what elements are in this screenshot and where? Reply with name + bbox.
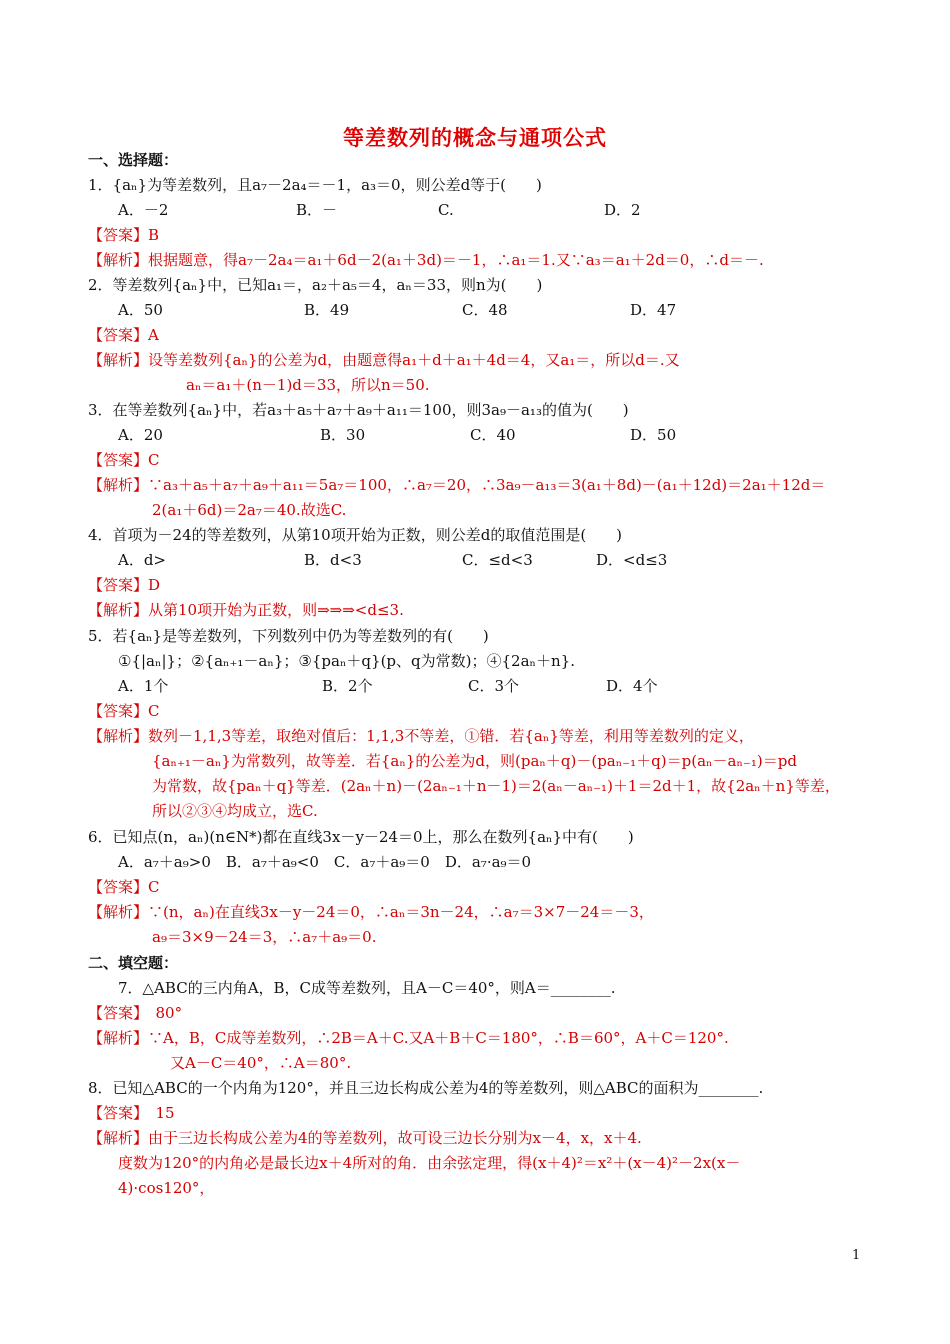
q4-analysis: [88, 600, 404, 620]
q3-answer-value: C: [148, 451, 160, 469]
q3-analysis-line-2: 2(a₁＋6d)＝2a₇＝40.故选C.: [152, 501, 347, 519]
q3-option-c: C．40: [470, 426, 516, 444]
q7-answer-value: 80°: [140, 1004, 183, 1022]
analysis-tag: 【解析】: [88, 903, 149, 921]
q2-answer: [88, 325, 159, 345]
q1-answer-value: B: [148, 226, 160, 244]
q4-answer-value: D: [148, 576, 161, 594]
q5-analysis-line-4: 所以②③④均成立，选C.: [152, 802, 318, 820]
q7-analysis: [88, 1028, 729, 1048]
q8-answer: [88, 1103, 175, 1123]
q4-option-c: C．≤d<3: [462, 551, 533, 569]
q8-analysis-line-2: 度数为120°的内角必是最长边x＋4所对的角．由余弦定理，得(x＋4)²＝x²＋(x－4)²－2x(x－: [118, 1154, 741, 1172]
question-2-stem: 2．等差数列{aₙ}中，已知a₁＝，a₂＋a₅＝4，aₙ＝33，则n为( ): [88, 276, 543, 294]
q6-analysis: [88, 902, 654, 922]
q6-answer: [88, 877, 160, 897]
q1-option-c: C.: [438, 201, 454, 219]
q1-option-d: D．2: [604, 201, 641, 219]
q5-analysis-line-1: 数列－1,1,3等差，取绝对值后：1,1,3不等差，①错．若{aₙ}等差，利用等差数列的定义，: [148, 727, 754, 745]
q2-answer-value: A: [148, 326, 159, 344]
q5-option-c: C．3个: [468, 677, 520, 695]
q1-option-a: A．－2: [118, 201, 169, 219]
q3-answer: [88, 450, 160, 470]
q3-option-b: B．30: [320, 426, 366, 444]
page-title: 等差数列的概念与通项公式: [343, 126, 607, 150]
q8-analysis-line-1: 由于三边长构成公差为4的等差数列，故可设三边长分别为x－4，x，x＋4.: [148, 1129, 642, 1147]
q6-options: A．a₇＋a₉>0 B．a₇＋a₉<0 C．a₇＋a₉＝0 D．a₇·a₉＝0: [118, 853, 532, 871]
answer-tag: 【答案】: [88, 1004, 141, 1022]
answer-tag: 【答案】: [88, 702, 149, 720]
q7-analysis-line-2: 又A－C＝40°，∴A＝80°.: [170, 1054, 352, 1072]
q5-answer-value: C: [148, 702, 160, 720]
q3-analysis: [88, 475, 825, 495]
analysis-tag: 【解析】: [88, 476, 149, 494]
answer-tag: 【答案】: [88, 326, 149, 344]
question-7-stem: 7．△ABC的三内角A，B，C成等差数列，且A－C＝40°，则A＝________.: [118, 979, 616, 997]
q3-option-a: A．20: [118, 426, 163, 444]
q8-analysis-line-3: 4)·cos120°，: [118, 1179, 215, 1197]
analysis-tag: 【解析】: [88, 601, 149, 619]
answer-tag: 【答案】: [88, 878, 149, 896]
q2-analysis: [88, 350, 680, 370]
q5-analysis: [88, 726, 754, 746]
q2-option-d: D．47: [630, 301, 677, 319]
question-4-stem: 4．首项为－24的等差数列，从第10项开始为正数，则公差d的取值范围是( ): [88, 526, 623, 544]
answer-tag: 【答案】: [88, 576, 149, 594]
q4-analysis-text: 从第10项开始为正数，则⇒⇒⇒<d≤3.: [148, 601, 404, 619]
q8-analysis: [88, 1128, 642, 1148]
section-heading-fill: 二、填空题：: [88, 954, 179, 972]
analysis-tag: 【解析】: [88, 727, 149, 745]
q5-option-d: D．4个: [606, 677, 658, 695]
q1-option-b: B．－: [296, 201, 338, 219]
q3-option-d: D．50: [630, 426, 677, 444]
analysis-tag: 【解析】: [88, 251, 149, 269]
q5-option-a: A．1个: [118, 677, 169, 695]
q1-analysis: [88, 250, 764, 270]
q2-option-b: B．49: [304, 301, 350, 319]
q5-analysis-line-2: {aₙ₊₁－aₙ}为常数列，故等差．若{aₙ}的公差为d，则(paₙ＋q)－(paₙ₋₁＋q)＝p(aₙ－aₙ₋₁)＝pd: [152, 752, 797, 770]
question-5-items: ①{|aₙ|}；②{aₙ₊₁－aₙ}；③{paₙ＋q}(p、q为常数)；④{2aₙ＋n}.: [118, 652, 575, 670]
analysis-tag: 【解析】: [88, 1029, 149, 1047]
question-6-stem: 6．已知点(n，aₙ)(n∈N*)都在直线3x－y－24＝0上，那么在数列{aₙ}中有( ): [88, 828, 634, 846]
q2-analysis-line-2: aₙ＝a₁＋(n－1)d＝33，所以n＝50.: [186, 376, 430, 394]
question-3-stem: 3．在等差数列{aₙ}中，若a₃＋a₅＋a₇＋a₉＋a₁₁＝100，则3a₉－a₁₃的值为( ): [88, 401, 629, 419]
answer-tag: 【答案】: [88, 226, 149, 244]
question-8-stem: 8．已知△ABC的一个内角为120°，并且三边长构成公差为4的等差数列，则△ABC的面积为________.: [88, 1079, 764, 1097]
q6-answer-value: C: [148, 878, 160, 896]
q7-analysis-line-1: ∵A，B，C成等差数列，∴2B＝A＋C.又A＋B＋C＝180°，∴B＝60°，A＋C＝120°.: [148, 1029, 729, 1047]
q2-analysis-line-1: 设等差数列{aₙ}的公差为d，由题意得a₁＋d＋a₁＋4d＝4，又a₁＝，所以d＝.又: [148, 351, 680, 369]
q3-analysis-line-1: ∵a₃＋a₅＋a₇＋a₉＋a₁₁＝5a₇＝100，∴a₇＝20，∴3a₉－a₁₃＝3(a₁＋8d)－(a₁＋12d)＝2a₁＋12d＝: [148, 476, 826, 494]
q6-analysis-line-1: ∵(n，aₙ)在直线3x－y－24＝0，∴aₙ＝3n－24，∴a₇＝3×7－24＝－3，: [148, 903, 654, 921]
q4-option-b: B．d<3: [304, 551, 362, 569]
q4-answer: [88, 575, 160, 595]
answer-tag: 【答案】: [88, 451, 149, 469]
q1-answer: [88, 225, 159, 245]
answer-tag: 【答案】: [88, 1104, 141, 1122]
section-heading-choice: 一、选择题：: [88, 151, 179, 169]
q2-option-a: A．50: [118, 301, 163, 319]
q4-option-d: D．<d≤3: [596, 551, 668, 569]
question-5-stem: 5．若{aₙ}是等差数列，下列数列中仍为等差数列的有( ): [88, 627, 489, 645]
q8-answer-value: 15: [140, 1104, 175, 1122]
q2-option-c: C．48: [462, 301, 508, 319]
analysis-tag: 【解析】: [88, 1129, 149, 1147]
q5-option-b: B．2个: [322, 677, 373, 695]
q5-analysis-line-3: 为常数，故{paₙ＋q}等差．(2aₙ＋n)－(2aₙ₋₁＋n－1)＝2(aₙ－aₙ₋₁)＋1＝2d＋1，故{2aₙ＋n}等差，: [152, 777, 840, 795]
q1-analysis-text: 根据题意，得a₇－2a₄＝a₁＋6d－2(a₁＋3d)＝－1，∴a₁＝1.又∵a₃＝a₁＋2d＝0，∴d＝－.: [148, 251, 764, 269]
q7-answer: [88, 1003, 182, 1023]
q5-answer: [88, 701, 160, 721]
q6-analysis-line-2: a₉＝3×9－24＝3，∴a₇＋a₉＝0.: [152, 928, 377, 946]
q4-option-a: A．d>: [118, 551, 167, 569]
analysis-tag: 【解析】: [88, 351, 149, 369]
page-number: 1: [852, 1248, 861, 1263]
question-1-stem: 1．{aₙ}为等差数列，且a₇－2a₄＝－1，a₃＝0，则公差d等于( ): [88, 176, 542, 194]
